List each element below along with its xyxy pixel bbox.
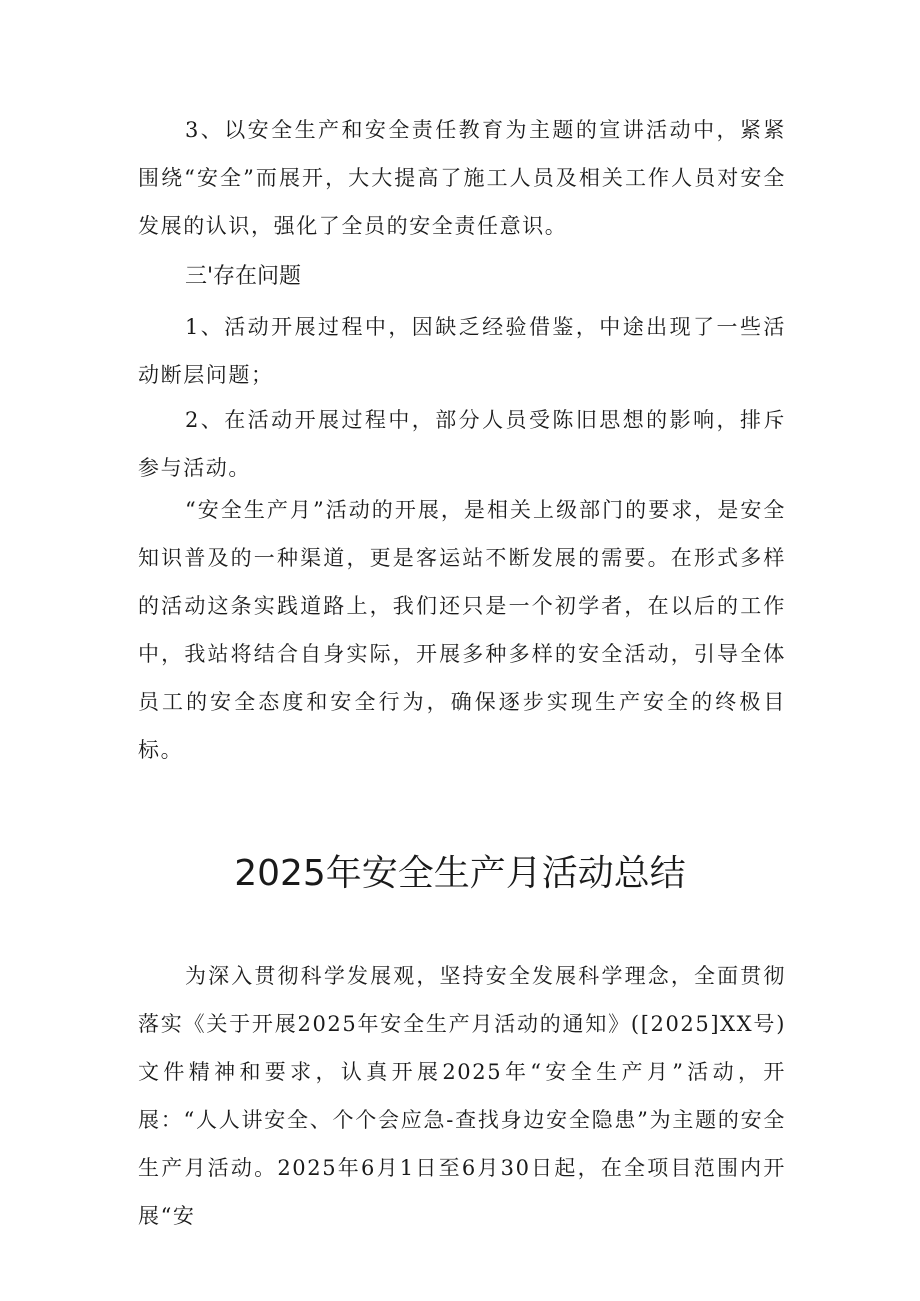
section-heading-existing-problems: 三'存在问题 [185, 264, 302, 289]
paragraph-conclusion: “安全生产月”活动的开展，是相关上级部门的要求，是安全知识普及的一种渠道，更是客运站不断发展的需要。在形式多样的活动这条实践道路上，我们还只是一个初学者，在以后的工作中，我站将结合自身实际，开展多种多样的安全活动，引导全体员工的安全态度和安全行为，确保逐步实现生产安全的终极目标。 [138, 498, 786, 762]
paragraph-publicity-activity: 3、以安全生产和安全责任教育为主题的宣讲活动中，紧紧围绕“安全”而展开，大大提高了施工人员及相关工作人员对安全发展的认识，强化了全员的安全责任意识。 [138, 118, 786, 238]
paragraph-problem-2: 2、在活动开展过程中，部分人员受陈旧思想的影响，排斥参与活动。 [138, 408, 786, 480]
document-title: 2025年安全生产月活动总结 [234, 853, 686, 894]
paragraph-introduction: 为深入贯彻科学发展观，坚持安全发展科学理念，全面贯彻落实《关于开展2025年安全生产月活动的通知》([2025]XX号)文件精神和要求，认真开展2025年“安全生产月”活动，开展：“人人讲安全、个个会应急-查找身边安全隐患”为主题的安全生产月活动。2025年6月1日至6月30日起，在全项目范围内开展“安 [138, 964, 786, 1228]
paragraph-problem-1: 1、活动开展过程中，因缺乏经验借鉴，中途出现了一些活动断层问题； [138, 315, 786, 387]
